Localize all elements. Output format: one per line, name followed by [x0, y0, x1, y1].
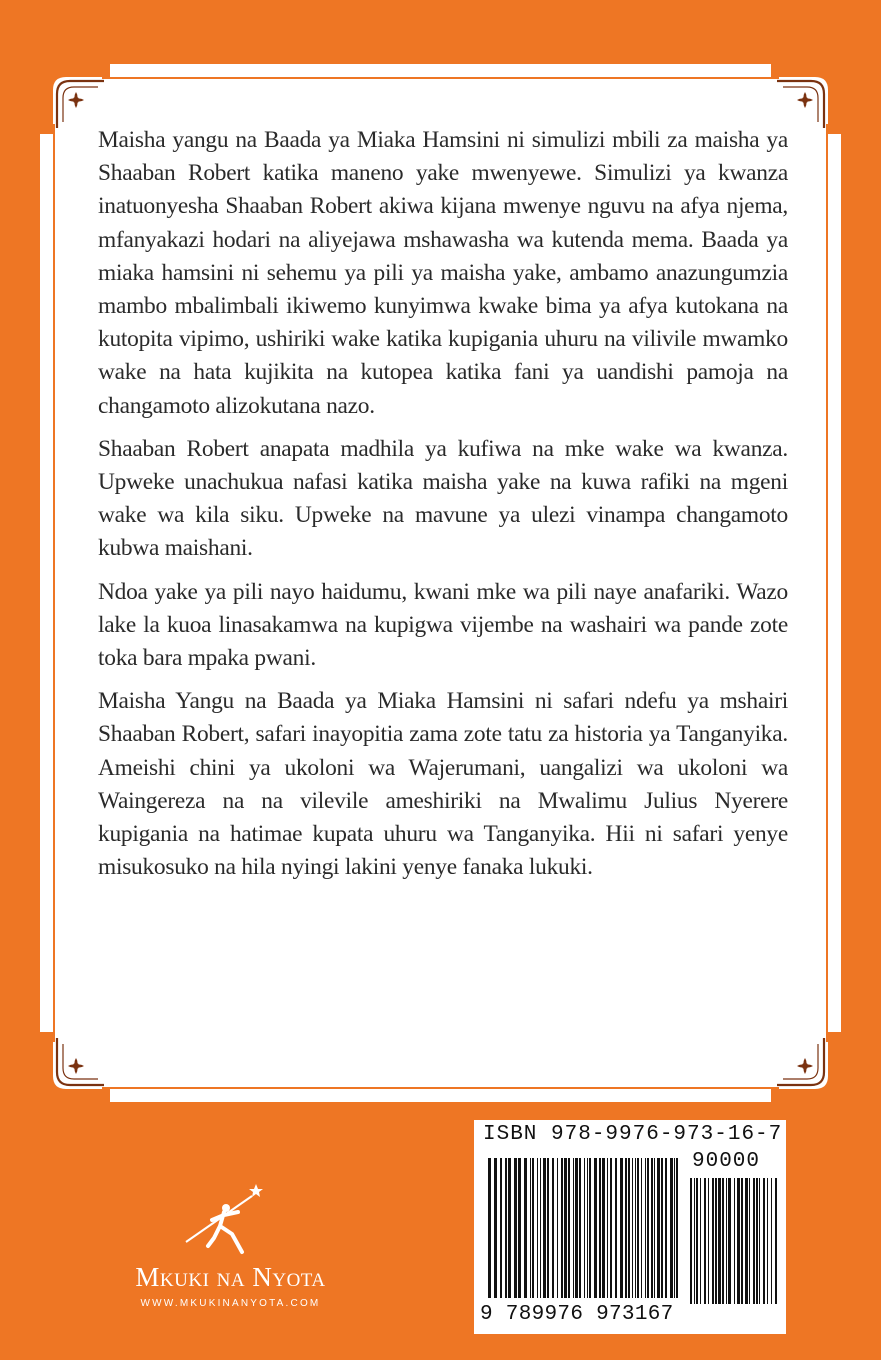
- barcode-bar: [641, 1158, 642, 1298]
- barcode-bar: [654, 1158, 655, 1298]
- barcode-bar: [557, 1158, 558, 1298]
- isbn-label: ISBN 978-9976-973-16-7: [483, 1123, 783, 1146]
- barcode-bar: [712, 1178, 714, 1304]
- barcode-bar: [508, 1158, 511, 1298]
- barcode-bar: [524, 1158, 527, 1298]
- barcode-bar: [537, 1158, 538, 1298]
- publisher-name: Mkuki na Nyota: [135, 1262, 326, 1292]
- barcode-addon-bars: [690, 1178, 778, 1304]
- star-icon: [249, 1184, 263, 1197]
- barcode-bar: [568, 1158, 570, 1298]
- barcode-bar: [637, 1158, 639, 1298]
- barcode-bar: [694, 1178, 695, 1304]
- barcode-bar: [771, 1178, 772, 1304]
- barcode-bar: [615, 1158, 617, 1298]
- corner-ornament-icon: [771, 1032, 841, 1102]
- barcode-bar: [665, 1158, 667, 1298]
- barcode-bar: [488, 1158, 491, 1298]
- barcode-bar: [645, 1158, 646, 1298]
- ean-number: 9 789976 973167: [480, 1303, 674, 1326]
- frame-line-left: [53, 124, 55, 1042]
- barcode-bar: [579, 1158, 581, 1298]
- barcode-bar: [674, 1158, 675, 1298]
- barcode-bar: [690, 1178, 692, 1304]
- barcode-bar: [518, 1158, 521, 1298]
- corner-ornament-icon: [40, 1032, 110, 1102]
- barcode-bar: [696, 1178, 698, 1304]
- barcode-bar: [625, 1158, 627, 1298]
- barcode-bar: [505, 1158, 507, 1298]
- barcode-bar: [587, 1158, 588, 1298]
- publisher-url: WWW.MKUKINANYOTA.COM: [140, 1298, 321, 1309]
- frame-line-bottom: [102, 1087, 779, 1089]
- barcode-bar: [594, 1158, 597, 1298]
- barcode-bar: [514, 1158, 517, 1298]
- barcode-bar: [632, 1158, 633, 1298]
- barcode-bar: [756, 1178, 758, 1304]
- barcode-bars: [488, 1158, 683, 1298]
- barcode-bar: [635, 1158, 636, 1298]
- barcode-bar: [561, 1158, 563, 1298]
- barcode-bar: [670, 1158, 673, 1298]
- blurb-paragraph: Maisha Yangu na Baada ya Miaka Hamsini ni safari ndefu ya mshairi Shaaban Robert, safari inayopitia zama zote tatu za historia ya Tanganyika. Ameishi chini ya ukoloni wa Wajerumani, uangalizi wa ukoloni wa Waingereza na na vilevile ameshiriki na Mwalimu Julius Nyerere kupigania na hatimae kupata uhuru wa Tanganyika. Hii ni safari yenye misukosuko na hila nyingi lakini yenye fanaka lukuki.: [98, 688, 788, 881]
- barcode-bar: [715, 1178, 717, 1304]
- barcode-bar: [676, 1158, 678, 1298]
- barcode-bar: [575, 1158, 578, 1298]
- barcode-bar: [759, 1178, 760, 1304]
- price-addon: 90000: [692, 1150, 761, 1173]
- barcode-bar: [767, 1178, 768, 1304]
- barcode-bar: [775, 1178, 777, 1304]
- barcode-bar: [599, 1158, 601, 1298]
- blurb-paragraph: Maisha yangu na Baada ya Miaka Hamsini ni simulizi mbili za maisha ya Shaaban Robert katika maneno yake mwenyewe. Simulizi ya kwanza inatuonyesha Shaaban Robert akiwa kijana mwenye nguvu na afya njema, mfanyakazi hodari na aliyejawa mshawasha wa kutenda mema. Baada ya miaka hamsini ni sehemu ya pili ya maisha yake, ambamo anazungumzia mambo mbalimbali ikiwemo kunyimwa kwake bima ya afya kutokana na kutopita vipimo, ushiriki wake katika kupigania uhuru na vilivile mwamko wake na hata kujikita na kutopea katika fani ya uandishi pamoja na changamoto alizokutana nazo.: [98, 127, 788, 419]
- blurb-paragraph: Ndoa yake ya pili nayo haidumu, kwani mke wa pili naye anafariki. Wazo lake la kuoa linasakamwa na kupigwa vijembe na washairi wa pande zote toka bara mpaka pwani.: [98, 578, 788, 672]
- barcode-bar: [552, 1158, 554, 1298]
- spear-runner-logo-icon: [180, 1182, 270, 1262]
- barcode-bar: [547, 1158, 549, 1298]
- barcode-bar: [741, 1178, 743, 1304]
- barcode-bar: [651, 1158, 653, 1298]
- barcode-bar: [726, 1178, 727, 1304]
- barcode-bar: [753, 1178, 755, 1304]
- blurb-paragraph: Shaaban Robert anapata madhila ya kufiwa na mke wake wa kwanza. Upweke unachukua nafasi katika maisha yake na kuwa rafiki na mgeni wake wa kila siku. Upweke na mavune ya ulezi vinampa changamoto kubwa maishani.: [98, 435, 788, 562]
- barcode-bar: [708, 1178, 709, 1304]
- isbn-barcode: [474, 1120, 786, 1334]
- barcode-bar: [494, 1158, 497, 1298]
- barcode-bar: [573, 1158, 574, 1298]
- barcode-bar: [704, 1178, 706, 1304]
- barcode-bar: [589, 1158, 591, 1298]
- barcode-bar: [763, 1178, 765, 1304]
- barcode-bar: [661, 1158, 663, 1298]
- barcode-bar: [564, 1158, 567, 1298]
- barcode-bar: [745, 1178, 748, 1304]
- barcode-bar: [657, 1158, 660, 1298]
- barcode-bar: [722, 1178, 724, 1304]
- barcode-bar: [647, 1158, 649, 1298]
- barcode-bar: [543, 1158, 546, 1298]
- publisher-logo: [88, 1182, 373, 1322]
- barcode-bar: [728, 1178, 731, 1304]
- barcode-bar: [530, 1158, 531, 1298]
- barcode-bar: [620, 1158, 623, 1298]
- barcode-bar: [737, 1178, 740, 1304]
- barcode-bar: [610, 1158, 612, 1298]
- barcode-bar: [532, 1158, 534, 1298]
- barcode-bar: [500, 1158, 502, 1298]
- barcode-bar: [749, 1178, 750, 1304]
- barcode-bar: [602, 1158, 605, 1298]
- barcode-bar: [540, 1158, 541, 1298]
- barcode-bar: [718, 1178, 721, 1304]
- barcode-bar: [700, 1178, 701, 1304]
- frame-line-top: [102, 77, 779, 79]
- barcode-bar: [734, 1178, 735, 1304]
- barcode-bar: [607, 1158, 608, 1298]
- barcode-bar: [628, 1158, 630, 1298]
- barcode-bar: [584, 1158, 585, 1298]
- frame-line-right: [826, 124, 828, 1042]
- blurb-text: [98, 124, 788, 894]
